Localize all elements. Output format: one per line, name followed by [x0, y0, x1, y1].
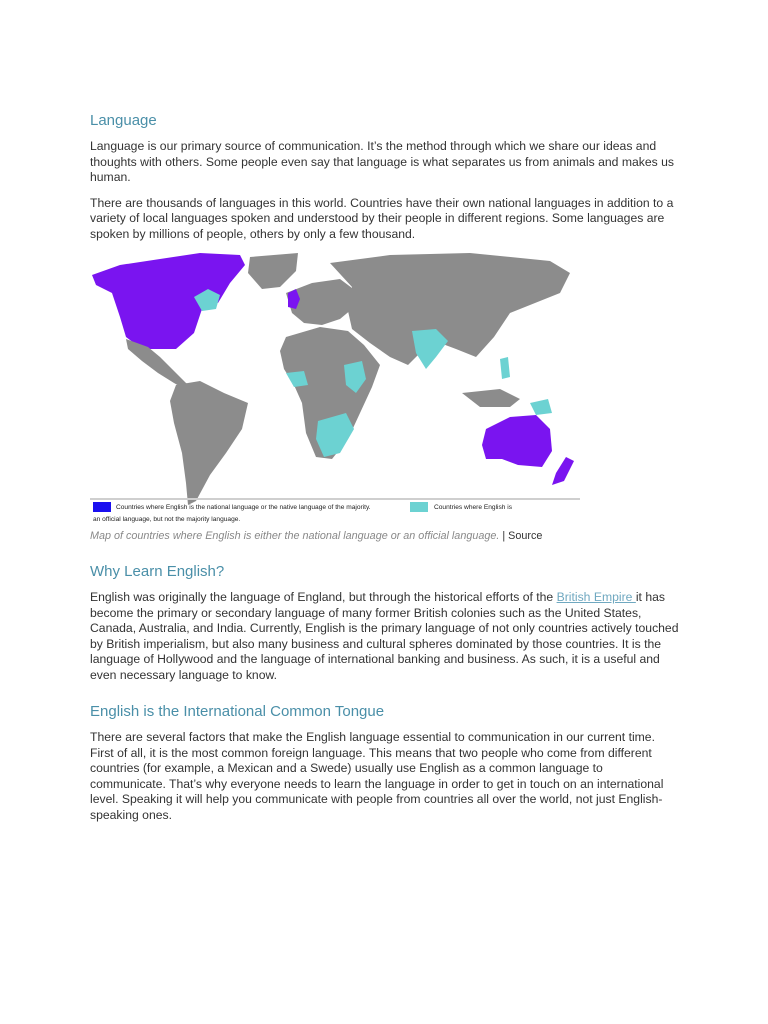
map-australia: [482, 415, 552, 467]
english-world-map: [90, 253, 580, 528]
map-south-america: [170, 381, 248, 505]
map-caption-text: Map of countries where English is either the national language or an official language.: [90, 530, 500, 542]
language-paragraph-2: There are thousands of languages in this world. Countries have their own national languages in addition to a variety of local languages spoken and understood by their people in different regions. Some languages are spoken by millions of people, others by only a few thousand.: [90, 195, 674, 241]
map-philippines: [500, 357, 510, 379]
legend-national-swatch: [93, 502, 111, 512]
legend-national-label: Countries where English is the national language or the native language of the majority.: [116, 504, 371, 511]
map-north-america: [92, 253, 245, 349]
map-png: [530, 399, 552, 415]
language-heading: Language: [90, 112, 157, 129]
why-text-after: it has become the primary or secondary language of many former British colonies such as the United States, Canada, Australia, and India. Currently, English is the primary language of not only countries actively touched by British imperialism, but also many business and cultural spheres dominated by those countries. It is the language of Hollywood and the language of international banking and business. As such, it is a useful and even necessary language to know.: [90, 590, 679, 682]
why-learn-paragraph: [90, 590, 682, 684]
why-learn-heading: Why Learn English?: [90, 563, 225, 580]
legend-official-swatch: [410, 502, 428, 512]
why-learn-block: [90, 563, 682, 684]
map-caption: [90, 530, 542, 542]
international-block: [90, 703, 682, 824]
source-link[interactable]: Source: [508, 530, 543, 542]
intro-block: [90, 112, 682, 243]
international-heading: English is the International Common Tongue: [90, 703, 385, 720]
legend-official-label-cont: an official language, but not the majority language.: [93, 516, 241, 523]
why-text-before: English was originally the language of England, but through the historical efforts of the: [90, 590, 557, 604]
caption-separator: |: [502, 530, 506, 542]
legend-official-label: Countries where English is: [434, 504, 513, 511]
map-greenland: [248, 253, 298, 289]
map-indonesia: [462, 389, 520, 407]
international-paragraph: There are several factors that make the English language essential to communication in our current time. First of all, it is the most common foreign language. This means that two people who come from different countries (for example, a Mexican and a Swede) usually use English as a common language to communicate. That’s why everyone needs to learn the language in order to get in touch on an international level. Speaking it will help you communicate with people from countries all over the world, not just English-speaking ones.: [90, 730, 664, 822]
language-paragraph-1: Language is our primary source of communication. It’s the method through which we share our ideas and thoughts with others. Some people even say that language is what separates us from animals and makes us human.: [90, 139, 674, 185]
map-graphic: [90, 253, 580, 528]
map-new-zealand: [552, 457, 574, 485]
british-empire-link[interactable]: British Empire: [556, 590, 636, 604]
